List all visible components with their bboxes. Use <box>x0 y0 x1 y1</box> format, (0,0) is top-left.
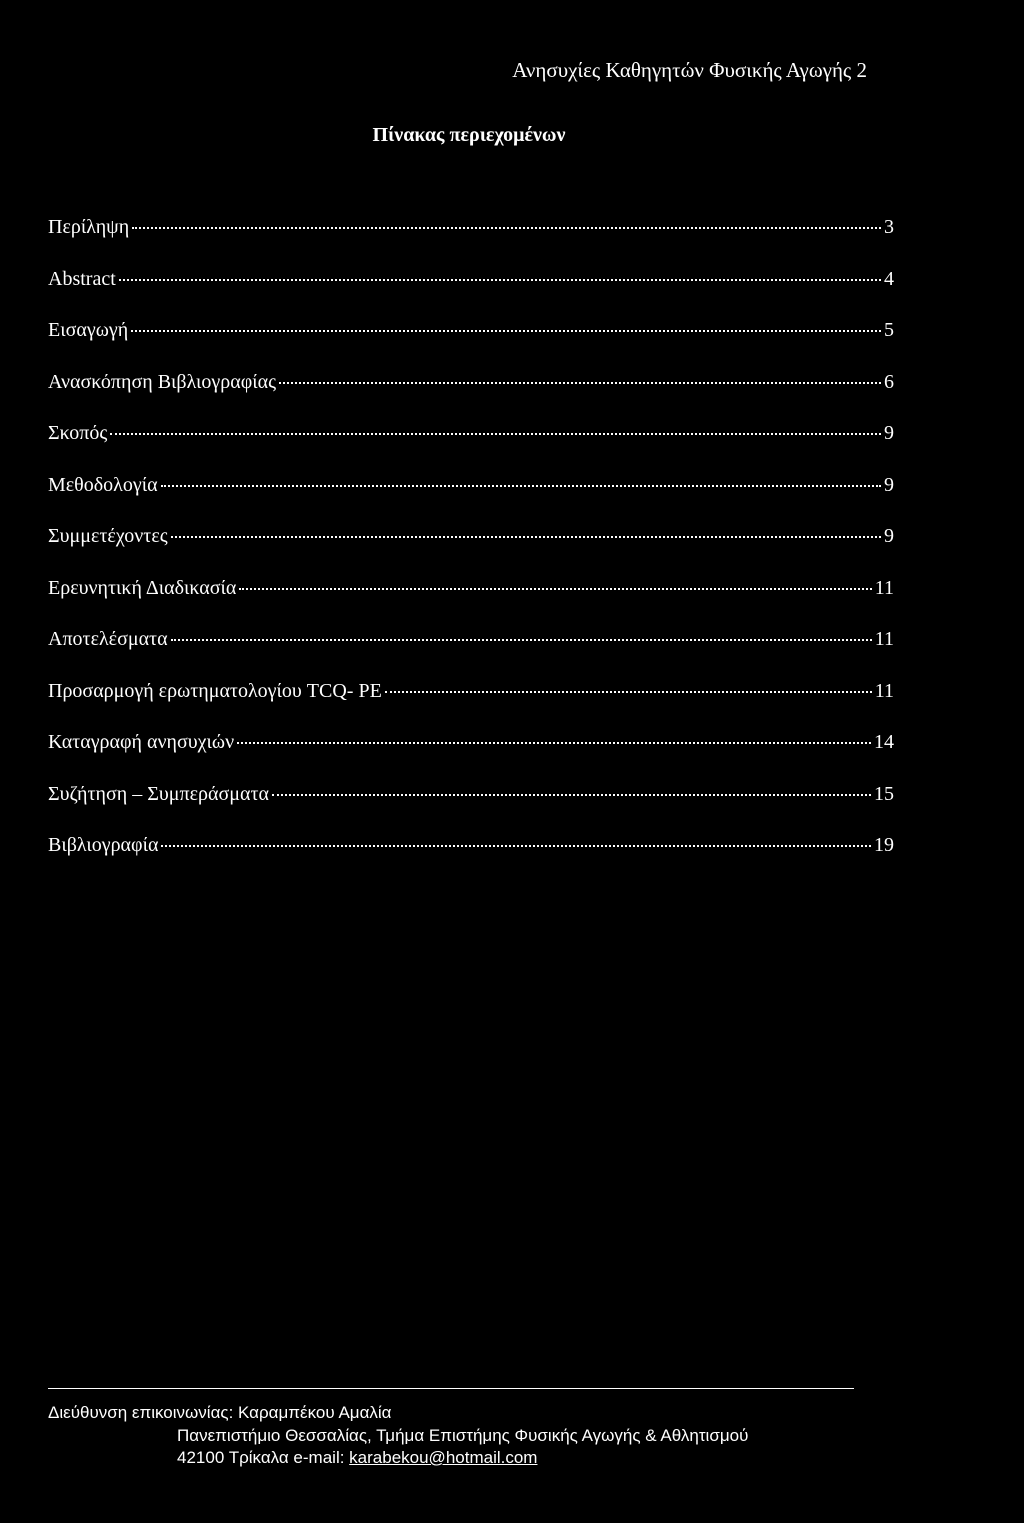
toc-entry[interactable] <box>48 678 894 730</box>
toc-entry[interactable] <box>48 317 894 369</box>
toc-entry[interactable] <box>48 626 894 678</box>
dot-leader <box>161 845 871 847</box>
toc-entry-label: Σκοπός <box>48 422 108 444</box>
toc-entry[interactable] <box>48 523 894 575</box>
dot-leader <box>110 433 881 435</box>
toc-entry[interactable] <box>48 214 894 266</box>
toc-entry[interactable] <box>48 729 894 781</box>
footnote-contact-line: Διεύθυνση επικοινωνίας: Καραμπέκου Αμαλία <box>48 1403 392 1422</box>
toc-entry-label: Περίληψη <box>48 216 130 238</box>
toc-entry-page: 11 <box>874 576 894 599</box>
toc-entry-label: Συμμετέχοντες <box>48 525 168 547</box>
dot-leader <box>237 742 871 744</box>
toc-entry-page: 15 <box>874 782 894 805</box>
email-link[interactable]: karabekou@hotmail.com <box>349 1448 538 1467</box>
toc-entry-page: 4 <box>884 267 894 290</box>
dot-leader <box>171 639 872 641</box>
footnote-address-line <box>177 1448 537 1468</box>
toc-entry[interactable] <box>48 575 894 627</box>
toc-entry-page: 5 <box>884 319 894 341</box>
toc-entry-page: 14 <box>874 731 894 753</box>
toc-entry-label: Εισαγωγή <box>48 319 129 341</box>
toc-entry-page: 9 <box>884 422 894 444</box>
dot-leader <box>239 588 871 590</box>
toc-entry-label: Μεθοδολογία <box>48 473 158 496</box>
toc-entry-page: 6 <box>884 370 894 393</box>
footnote-divider <box>48 1388 854 1389</box>
footnote-affiliation-line: Πανεπιστήμιο Θεσσαλίας, Τμήμα Επιστήμης Φυσικής Αγωγής & Αθλητισμού <box>177 1426 749 1445</box>
toc-entry-label: Συζήτηση – Συμπεράσματα <box>48 782 269 805</box>
toc-entry[interactable] <box>48 832 894 884</box>
toc-entry-label: Ανασκόπηση Βιβλιογραφίας <box>48 370 277 393</box>
toc-entry[interactable] <box>48 420 894 472</box>
toc-entry-page: 9 <box>884 525 894 547</box>
toc-entry-page: 19 <box>874 834 894 856</box>
toc-entry-page: 11 <box>874 679 894 702</box>
toc-title: Πίνακας περιεχομένων <box>372 124 566 146</box>
toc-entry-label: Αποτελέσματα <box>48 628 168 650</box>
toc-entry[interactable] <box>48 472 894 524</box>
toc-entry[interactable] <box>48 369 894 421</box>
toc-entry-label: Βιβλιογραφία <box>48 834 159 856</box>
dot-leader <box>272 794 871 796</box>
toc-entry-label: Καταγραφή ανησυχιών <box>48 731 235 753</box>
toc-entry-page: 11 <box>874 628 894 650</box>
toc-entry-label: Abstract <box>48 267 116 290</box>
running-header: Ανησυχίες Καθηγητών Φυσικής Αγωγής 2 <box>512 58 867 82</box>
dot-leader <box>385 691 872 693</box>
toc-entry-page: 3 <box>884 216 894 238</box>
table-of-contents <box>48 214 894 884</box>
dot-leader <box>119 279 881 281</box>
toc-entry-label: Προσαρμογή ερωτηματολογίου TCQ- PE <box>48 679 382 702</box>
toc-entry[interactable] <box>48 266 894 318</box>
dot-leader <box>279 382 881 384</box>
dot-leader <box>132 227 881 229</box>
footnote-address-text: 42100 Τρίκαλα e-mail: <box>177 1448 350 1467</box>
dot-leader <box>171 536 881 538</box>
toc-entry-label: Ερευνητική Διαδικασία <box>48 576 237 599</box>
dot-leader <box>161 485 881 487</box>
dot-leader <box>131 330 881 332</box>
toc-entry-page: 9 <box>884 473 894 496</box>
toc-entry[interactable] <box>48 781 894 833</box>
